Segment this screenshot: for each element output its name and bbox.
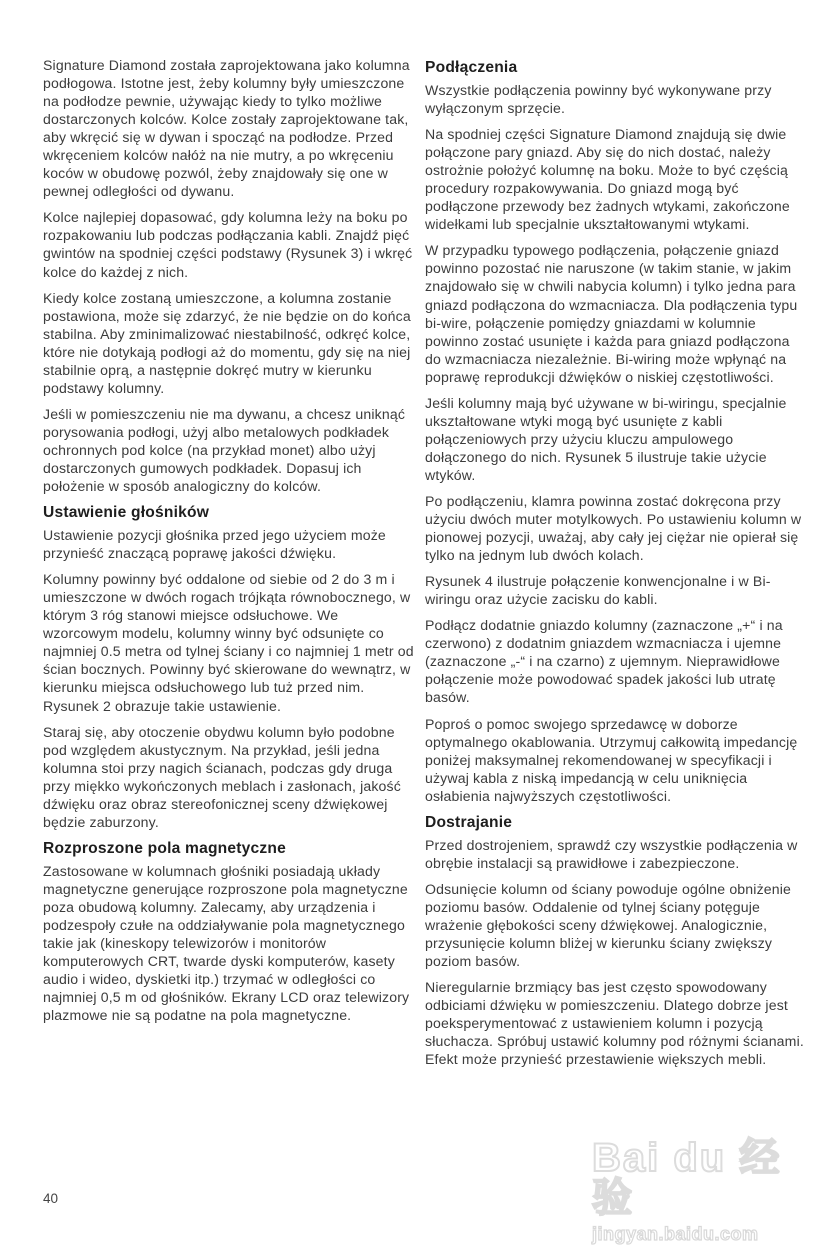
placement-paragraph-2: Kolumny powinny być oddalone od siebie od 2 do 3 m i umieszczone w dwóch rogach trójkąta równobocznego, w którym 3 róg stanowi miejsce odsłuchowe. We wzorcowym modelu, kolumny winny być odsunięte co najmniej 0.5 metra od tylnej ściany i co najmniej 1 metr od ścian bocznych. Powinny być skierowane do wewnątrz, w kierunku miejsca odsłuchowego lub tuż przed nim. Rysunek 2 obrazuje takie ustawienie. bbox=[43, 571, 414, 714]
tuning-paragraph-1: Przed dostrojeniem, sprawdź czy wszystkie podłączenia w obrębie instalacji są prawidłowe i zabezpieczone. bbox=[425, 836, 798, 871]
connections-paragraph-7: Podłącz dodatnie gniazdo kolumny (zaznaczone „+“ i na czerwono) z dodatnim gniazdem wzmacniacza i ujemne (zaznaczone „-“ i na czarno) z ujemnym. Nieprawidłowe połączenie może powodować spadek jakości lub utratę basów. bbox=[425, 617, 783, 706]
magnetic-paragraph-1: Zastosowane w kolumnach głośniki posiadają układy magnetyczne generujące rozproszone pola magnetyczne poza obudową kolumny. Zalecamy, aby urządzenia i podzespoły czułe na oddziaływanie pola magnetycznego takie jak (kineskopy telewizorów i monitorów komputerowych CRT, twarde dyski komputerów, kasety audio i wideo, dyskietki itp.) trzymać w odległości co najmniej 0,5 m od głośników. Ekrany LCD oraz telewizory plazmowe nie są podatne na pola magnetyczne. bbox=[43, 862, 410, 1024]
left-column bbox=[43, 56, 415, 1032]
intro-paragraph-1: Signature Diamond została zaprojektowana jako kolumna podłogowa. Istotne jest, żeby kolumny były umieszczone na podłodze pewnie, używając kiedy to tylko możliwe dostarczonych kolców. Kolce zostały zaprojektowane tak, aby wkręcić się w dywan i spocząć na podłodze. Przed wkręceniem kolców nałóż na nie mutry, a po wkręceniu koców w obudowę pozwól, żeby znajdowały się one w pewnej odległości od dywanu. bbox=[43, 57, 410, 200]
intro-paragraph-3: Kiedy kolce zostaną umieszczone, a kolumna zostanie postawiona, może się zdarzyć, że nie będzie on do końca stabilna. Aby zminimalizować niestabilność, odkręć kolce, które nie dotykają podłogi aż do momentu, gdy się na niej stabilnie oprą, a następnie dokręć mutry w kierunku podstawy kolumny. bbox=[43, 289, 411, 396]
connections-paragraph-6: Rysunek 4 ilustruje połączenie konwencjonalne i w Bi-wiringu oraz użycie zacisku do kabli. bbox=[425, 573, 771, 608]
watermark-logo: Bai du 经验 bbox=[592, 1136, 782, 1220]
baidu-watermark bbox=[592, 1136, 802, 1244]
right-column bbox=[425, 58, 805, 1076]
connections-paragraph-5: Po podłączeniu, klamra powinna zostać dokręcona przy użyciu dwóch muter motylkowych. Po ustawieniu kolumn w pionowej pozycji, uważaj, aby cały jej ciężar nie opierał się tylko na jednym lub dwóch kolach. bbox=[425, 492, 802, 564]
heading-connections: Podłączenia bbox=[425, 59, 518, 76]
connections-paragraph-2: Na spodniej części Signature Diamond znajdują się dwie połączone pary gniazd. Aby się do nich dostać, należy ostrożnie położyć kolumnę na boku. Może to być częścią procedury rozpakowywania. Do gniazd mogą być podłączone przewody bez żadnych wtykami, zakończone widełkami lub specjalnie ukształtowanymi wtykami. bbox=[425, 126, 790, 233]
heading-magnetic-fields: Rozproszone pola magnetyczne bbox=[43, 839, 287, 857]
heading-speaker-placement: Ustawienie głośników bbox=[43, 504, 210, 522]
watermark-url: jingyan.baidu.com bbox=[592, 1224, 759, 1244]
connections-paragraph-4: Jeśli kolumny mają być używane w bi-wiringu, specjalnie ukształtowane wtyki mogą być usunięte z kabli połączeniowych przy użyciu kluczu ampulowego dołączonego do nich. Rysunek 5 ilustruje takie użycie wtyków. bbox=[425, 394, 787, 483]
tuning-paragraph-2: Odsunięcie kolumn od ściany powoduje ogólne obniżenie poziomu basów. Oddalenie od tylnej ściany potęguje wrażenie głębokości sceny dźwiękowej. Analogicznie, przysunięcie kolumn bliżej w kierunku ściany zwiększy poziom basów. bbox=[425, 880, 792, 970]
connections-paragraph-3: W przypadku typowego podłączenia, połączenie gniazd powinno pozostać nie naruszone (w takim stanie, w jakim znajdowało się w chwili nabycia kolumn) i tylko jedna para gniazd podłączona do wzmacniacza. Dla podłączenia typu bi-wire, połączenie pomiędzy gniazdami w kolumnie powinno zostać usunięte i każda para gniazd podłączona do wzmacniacza niezależnie. Bi-wiring może wpłynąć na poprawę reprodukcji dźwięków o niskiej częstotliwości. bbox=[425, 242, 798, 385]
connections-paragraph-1: Wszystkie podłączenia powinny być wykonywane przy wyłączonym sprzęcie. bbox=[425, 82, 772, 117]
placement-paragraph-1: Ustawienie pozycji głośnika przed jego użyciem może przynieść znaczącą poprawę jakości dźwięku. bbox=[43, 527, 386, 562]
intro-paragraph-4: Jeśli w pomieszczeniu nie ma dywanu, a chcesz uniknąć porysowania podłogi, użyj albo metalowych podkładek ochronnych pod kolce (na przykład monet) albo użyj dostarczonych gumowych podkładek. Dopasuj ich położenie w sposób analogiczny do kolców. bbox=[43, 405, 406, 495]
placement-paragraph-3: Staraj się, aby otoczenie obydwu kolumn było podobne pod względem akustycznym. Na przykład, jeśli jedna kolumna stoi przy nagich ścianach, podczas gdy druga przy miękko wykończonych meblach i zasłonach, jakość dźwięku oraz obraz stereofonicznej sceny dźwiękowej będzie zaburzony. bbox=[43, 723, 401, 830]
tuning-paragraph-3: Nieregularnie brzmiący bas jest często spowodowany odbiciami dźwięku w pomieszczeniu. Dlatego dobrze jest poeksperymentować z ustawieniem kolumn i pozycją słuchacza. Spróbuj ustawić kolumny pod różnymi ścianami. Efekt może przynieść przestawienie większych mebli. bbox=[425, 979, 804, 1068]
page-number: 40 bbox=[43, 1191, 59, 1206]
heading-tuning: Dostrajanie bbox=[425, 813, 513, 831]
intro-paragraph-2: Kolce najlepiej dopasować, gdy kolumna leży na boku po rozpakowaniu lub podczas podłączania kabli. Znajdź pięć gwintów na spodniej części podstawy (Rysunek 3) i wkręć kolce do każdej z nich. bbox=[43, 209, 413, 280]
connections-paragraph-8: Poproś o pomoc swojego sprzedawcę w doborze optymalnego okablowania. Utrzymuj całkowitą impedancję poniżej maksymalnej rekomendowanej w specyfikacji i używaj kabla z niską impedancją w celu uniknięcia osłabienia najwyższych częstotliwości. bbox=[425, 715, 798, 804]
